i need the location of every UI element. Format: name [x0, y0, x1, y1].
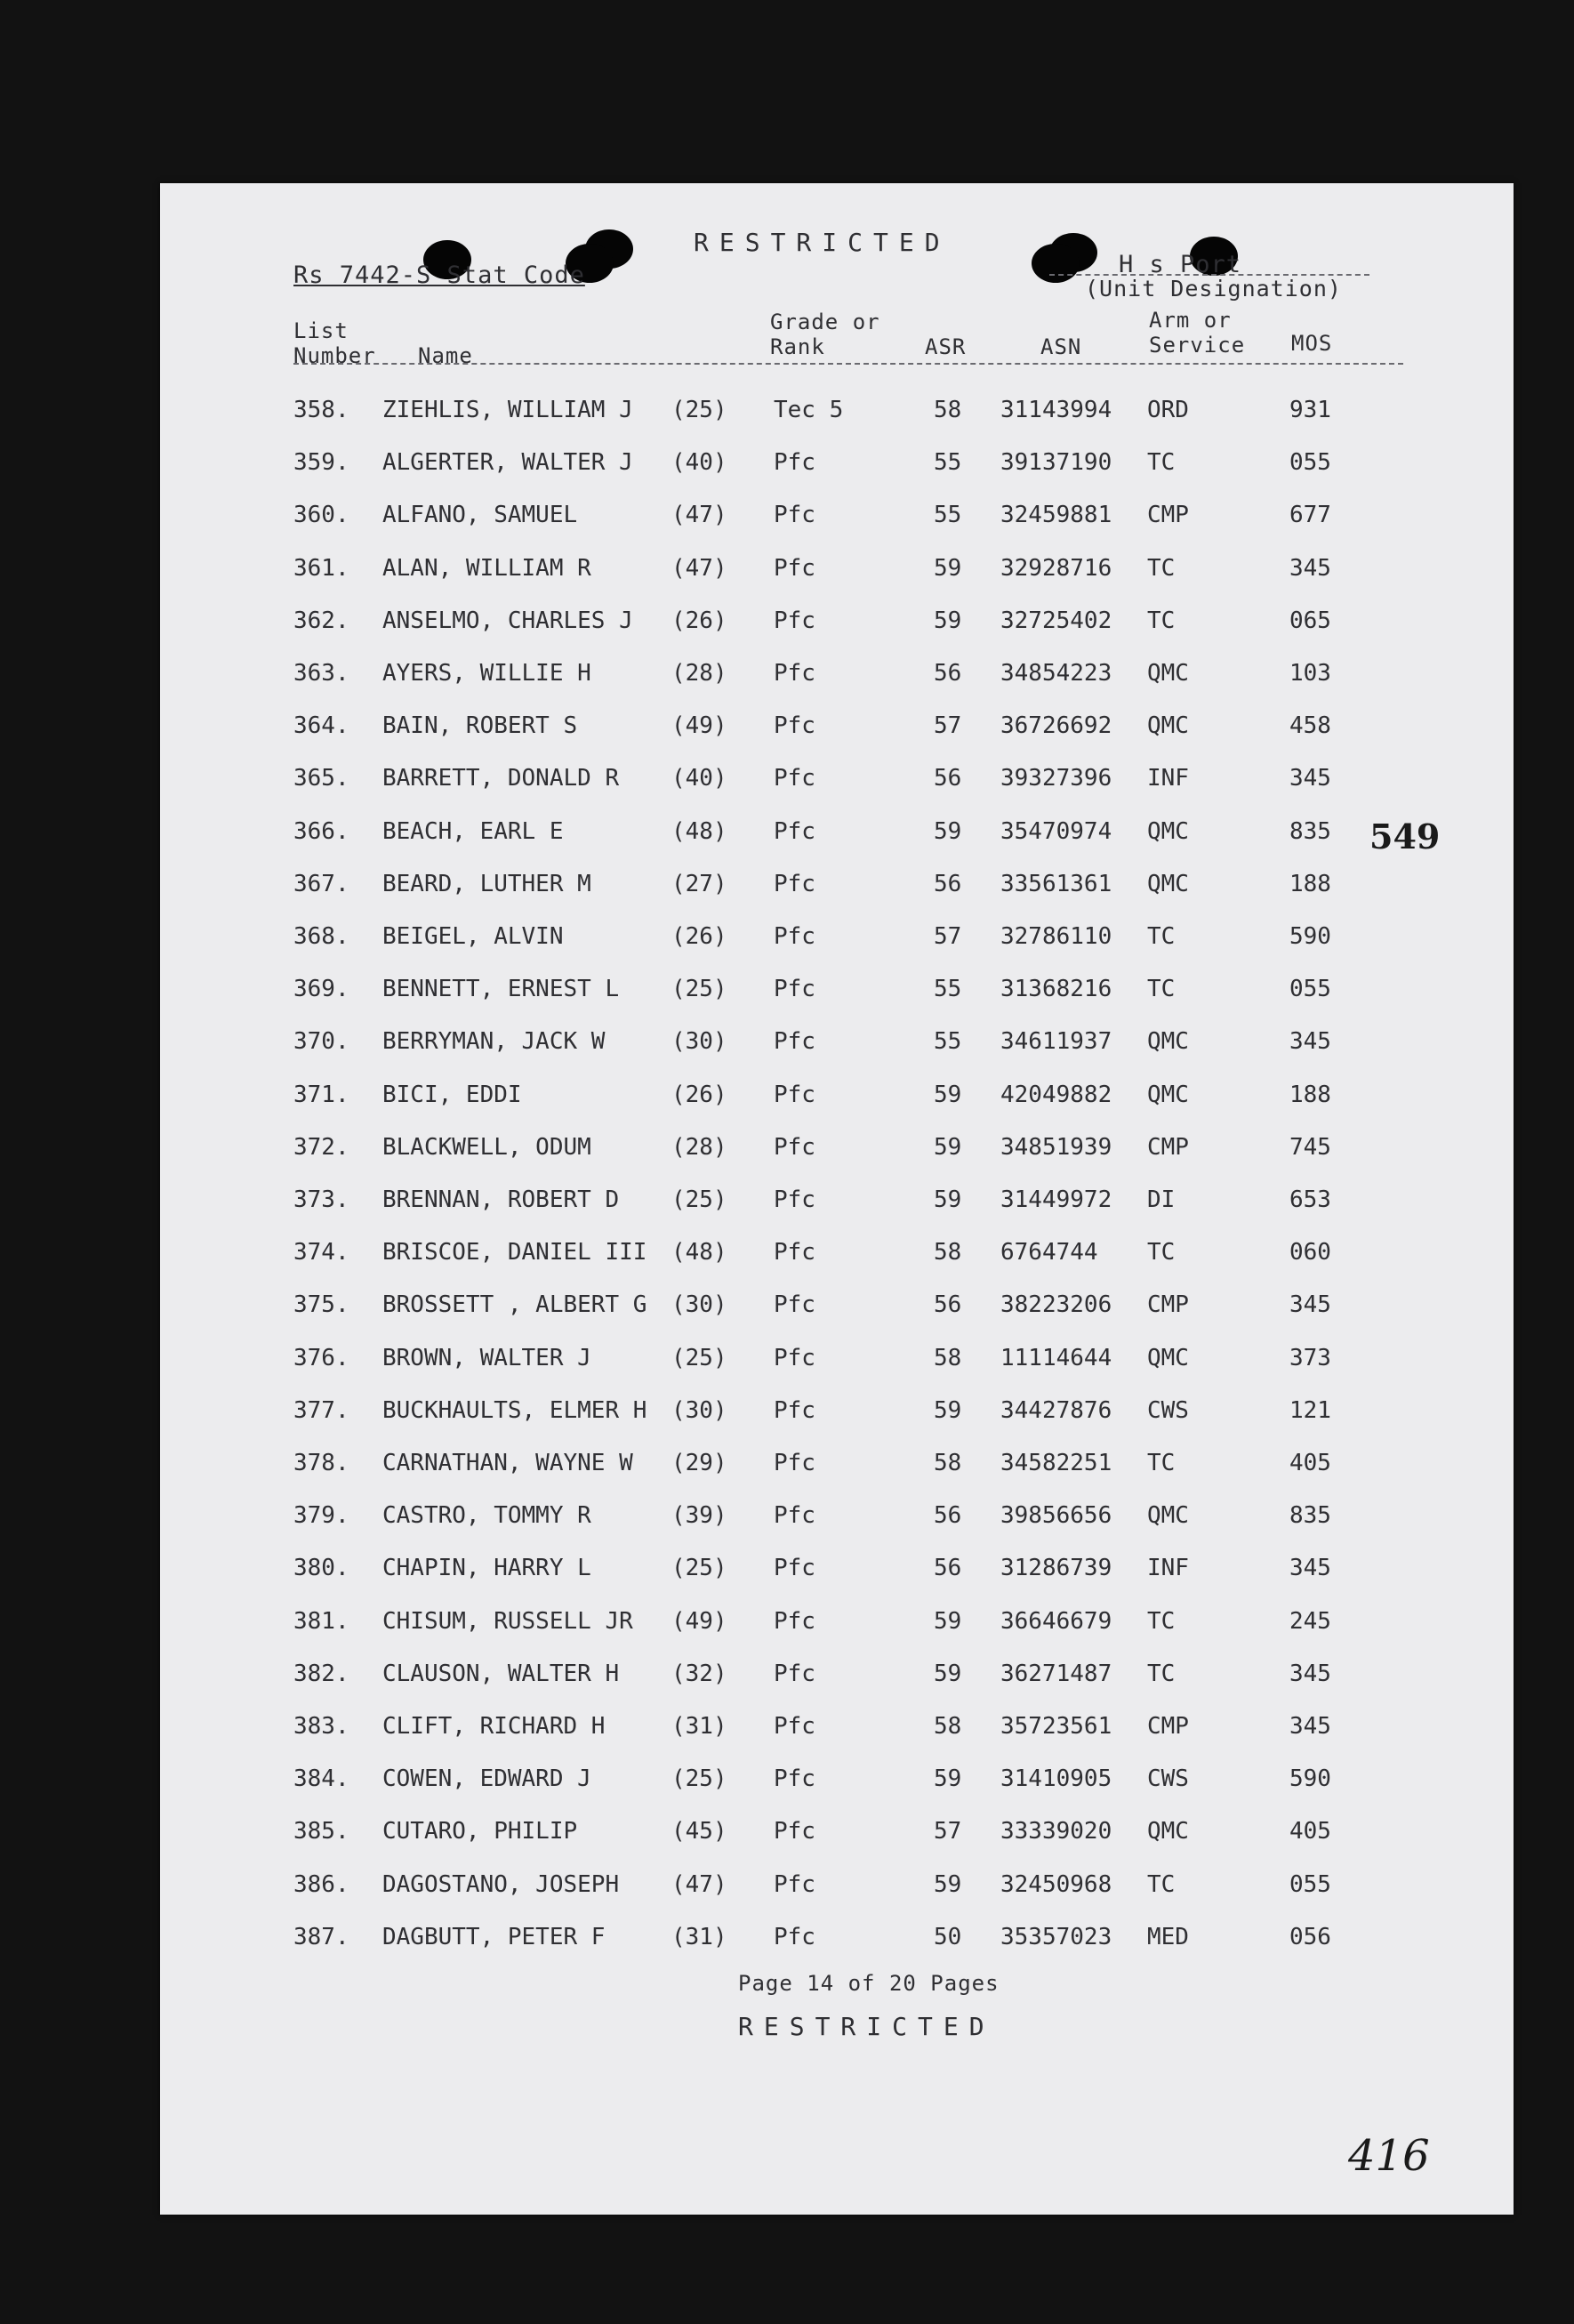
arm-service: QMC [1147, 712, 1189, 740]
service-number: 34582251 [1000, 1450, 1112, 1476]
table-row [160, 1924, 1514, 1959]
service-number: 34427876 [1000, 1396, 1112, 1424]
soldier-name: CUTARO, PHILIP [382, 1818, 578, 1846]
grade: Pfc [774, 1396, 815, 1424]
asr-score: 55 [934, 502, 962, 529]
table-row [160, 1713, 1514, 1749]
soldier-name: AYERS, WILLIE H [382, 660, 591, 687]
service-number: 11114644 [1000, 1344, 1112, 1371]
asr-score: 59 [934, 817, 962, 845]
mos-code: 590 [1289, 1765, 1331, 1793]
age-code: (30) [671, 1291, 727, 1319]
table-row [160, 555, 1514, 591]
arm-service: QMC [1147, 660, 1189, 687]
col-list-number-2: Number [293, 343, 376, 368]
arm-service: CWS [1147, 1396, 1189, 1424]
col-asr: ASR [925, 334, 967, 359]
soldier-name: BEIGEL, ALVIN [382, 923, 564, 950]
col-list-number-1: List [293, 318, 349, 343]
mos-code: 835 [1289, 1502, 1331, 1530]
grade: Pfc [774, 1502, 815, 1530]
age-code: (47) [671, 554, 727, 582]
mos-code: 103 [1289, 660, 1331, 687]
service-number: 35470974 [1000, 817, 1112, 845]
table-row [160, 1239, 1514, 1275]
service-number: 31410905 [1000, 1765, 1112, 1793]
age-code: (27) [671, 870, 727, 897]
col-name: Name [418, 343, 473, 368]
arm-service: QMC [1147, 1081, 1189, 1108]
age-code: (25) [671, 1765, 727, 1793]
table-row [160, 1818, 1514, 1854]
age-code: (31) [671, 1923, 727, 1950]
grade: Pfc [774, 502, 815, 529]
soldier-name: ANSELMO, CHARLES J [382, 607, 633, 634]
list-number: 377. [293, 1396, 349, 1424]
age-code: (29) [671, 1450, 727, 1476]
service-number: 32725402 [1000, 607, 1112, 634]
list-number: 368. [293, 923, 349, 950]
asr-score: 59 [934, 1607, 962, 1635]
asr-score: 59 [934, 554, 962, 582]
list-number: 384. [293, 1765, 349, 1793]
grade: Pfc [774, 765, 815, 792]
arm-service: TC [1147, 1239, 1176, 1267]
mos-code: 458 [1289, 712, 1331, 740]
list-number: 379. [293, 1502, 349, 1530]
table-row [160, 818, 1514, 854]
arm-service: QMC [1147, 817, 1189, 845]
age-code: (40) [671, 449, 727, 477]
table-row [160, 976, 1514, 1011]
list-number: 383. [293, 1713, 349, 1740]
service-number: 32786110 [1000, 923, 1112, 950]
arm-service: CMP [1147, 502, 1189, 529]
grade: Tec 5 [774, 397, 844, 423]
arm-service: CMP [1147, 1133, 1189, 1161]
list-number: 376. [293, 1344, 349, 1371]
service-number: 31449972 [1000, 1186, 1112, 1213]
service-number: 32928716 [1000, 554, 1112, 582]
asr-score: 59 [934, 1133, 962, 1161]
mos-code: 056 [1289, 1923, 1331, 1950]
age-code: (25) [671, 1555, 727, 1582]
age-code: (26) [671, 607, 727, 634]
table-row [160, 502, 1514, 537]
mos-code: 677 [1289, 502, 1331, 529]
age-code: (25) [671, 397, 727, 423]
asr-score: 50 [934, 1923, 962, 1950]
asr-score: 59 [934, 1081, 962, 1108]
col-asn: ASN [1040, 334, 1082, 359]
age-code: (25) [671, 976, 727, 1003]
list-number: 385. [293, 1818, 349, 1846]
list-number: 387. [293, 1923, 349, 1950]
col-grade-1: Grade or [770, 310, 880, 334]
mos-code: 065 [1289, 607, 1331, 634]
list-number: 378. [293, 1450, 349, 1476]
age-code: (40) [671, 765, 727, 792]
service-number: 33339020 [1000, 1818, 1112, 1846]
arm-service: QMC [1147, 1028, 1189, 1056]
soldier-name: BRENNAN, ROBERT D [382, 1186, 620, 1213]
service-number: 6764744 [1000, 1239, 1098, 1267]
asr-score: 58 [934, 1713, 962, 1740]
asr-score: 59 [934, 1660, 962, 1687]
service-number: 34854223 [1000, 660, 1112, 687]
table-row [160, 397, 1514, 432]
table-row [160, 765, 1514, 800]
age-code: (49) [671, 1607, 727, 1635]
grade: Pfc [774, 554, 815, 582]
col-mos: MOS [1291, 331, 1333, 356]
table-row [160, 1450, 1514, 1485]
asr-score: 58 [934, 397, 962, 423]
grade: Pfc [774, 1923, 815, 1950]
soldier-name: DAGOSTANO, JOSEPH [382, 1870, 620, 1898]
age-code: (48) [671, 1239, 727, 1267]
table-row [160, 1555, 1514, 1590]
list-number: 362. [293, 607, 349, 634]
list-number: 386. [293, 1870, 349, 1898]
page-indicator: Page 14 of 20 Pages [738, 1971, 1000, 1996]
service-number: 39856656 [1000, 1502, 1112, 1530]
grade: Pfc [774, 817, 815, 845]
grade: Pfc [774, 607, 815, 634]
asr-score: 59 [934, 1870, 962, 1898]
mos-code: 745 [1289, 1133, 1331, 1161]
table-row [160, 1661, 1514, 1696]
list-number: 367. [293, 870, 349, 897]
soldier-name: BICI, EDDI [382, 1081, 522, 1108]
grade: Pfc [774, 1450, 815, 1476]
mos-code: 345 [1289, 1555, 1331, 1582]
classification-bottom: RESTRICTED [738, 2012, 995, 2041]
table-row [160, 1186, 1514, 1222]
soldier-name: CASTRO, TOMMY R [382, 1502, 591, 1530]
age-code: (31) [671, 1713, 727, 1740]
grade: Pfc [774, 1870, 815, 1898]
asr-score: 56 [934, 660, 962, 687]
arm-service: ORD [1147, 397, 1189, 423]
list-number: 360. [293, 502, 349, 529]
service-number: 36646679 [1000, 1607, 1112, 1635]
unit-designation: (Unit Designation) [1085, 276, 1342, 302]
soldier-name: BRISCOE, DANIEL III [382, 1239, 647, 1267]
table-row [160, 1028, 1514, 1064]
unit-name: H s Port [1119, 251, 1242, 278]
arm-service: CMP [1147, 1713, 1189, 1740]
table-row [160, 1082, 1514, 1117]
list-number: 382. [293, 1660, 349, 1687]
asr-score: 55 [934, 976, 962, 1003]
mos-code: 405 [1289, 1450, 1331, 1476]
soldier-name: CHISUM, RUSSELL JR [382, 1607, 633, 1635]
soldier-name: CARNATHAN, WAYNE W [382, 1450, 633, 1476]
grade: Pfc [774, 1133, 815, 1161]
table-row [160, 923, 1514, 959]
asr-score: 59 [934, 1186, 962, 1213]
arm-service: QMC [1147, 1344, 1189, 1371]
arm-service: QMC [1147, 870, 1189, 897]
age-code: (30) [671, 1028, 727, 1056]
mos-code: 345 [1289, 1028, 1331, 1056]
age-code: (47) [671, 502, 727, 529]
list-number: 364. [293, 712, 349, 740]
grade: Pfc [774, 449, 815, 477]
arm-service: DI [1147, 1186, 1176, 1213]
asr-score: 55 [934, 1028, 962, 1056]
table-row [160, 712, 1514, 748]
table-row [160, 1345, 1514, 1380]
age-code: (28) [671, 1133, 727, 1161]
asr-score: 55 [934, 449, 962, 477]
grade: Pfc [774, 1555, 815, 1582]
table-row [160, 1502, 1514, 1538]
service-number: 32459881 [1000, 502, 1112, 529]
asr-score: 58 [934, 1344, 962, 1371]
document-page [160, 183, 1514, 2215]
table-row [160, 660, 1514, 696]
grade: Pfc [774, 1344, 815, 1371]
list-number: 363. [293, 660, 349, 687]
arm-service: CMP [1147, 1291, 1189, 1319]
service-number: 34851939 [1000, 1133, 1112, 1161]
asr-score: 59 [934, 607, 962, 634]
service-number: 34611937 [1000, 1028, 1112, 1056]
arm-service: TC [1147, 1660, 1176, 1687]
table-row [160, 607, 1514, 643]
arm-service: CWS [1147, 1765, 1189, 1793]
arm-service: QMC [1147, 1502, 1189, 1530]
soldier-name: BEARD, LUTHER M [382, 870, 591, 897]
mos-code: 188 [1289, 1081, 1331, 1108]
grade: Pfc [774, 870, 815, 897]
grade: Pfc [774, 1081, 815, 1108]
list-number: 372. [293, 1133, 349, 1161]
soldier-name: BAIN, ROBERT S [382, 712, 578, 740]
form-reference: Rs 7442-S Stat Code [293, 261, 585, 289]
table-row [160, 1765, 1514, 1801]
soldier-name: BROWN, WALTER J [382, 1344, 591, 1371]
soldier-name: DAGBUTT, PETER F [382, 1923, 606, 1950]
list-number: 371. [293, 1081, 349, 1108]
grade: Pfc [774, 1713, 815, 1740]
age-code: (49) [671, 712, 727, 740]
grade: Pfc [774, 660, 815, 687]
list-number: 370. [293, 1028, 349, 1056]
arm-service: TC [1147, 1607, 1176, 1635]
arm-service: TC [1147, 976, 1176, 1003]
col-arm-1: Arm or [1149, 308, 1232, 333]
age-code: (30) [671, 1396, 727, 1424]
asr-score: 57 [934, 1818, 962, 1846]
soldier-name: ALAN, WILLIAM R [382, 554, 591, 582]
age-code: (48) [671, 817, 727, 845]
list-number: 375. [293, 1291, 349, 1319]
mos-code: 373 [1289, 1344, 1331, 1371]
list-number: 361. [293, 554, 349, 582]
mos-code: 121 [1289, 1396, 1331, 1424]
arm-service: TC [1147, 1450, 1176, 1476]
mos-code: 653 [1289, 1186, 1331, 1213]
service-number: 31286739 [1000, 1555, 1112, 1582]
service-number: 38223206 [1000, 1291, 1112, 1319]
asr-score: 57 [934, 923, 962, 950]
mos-code: 590 [1289, 923, 1331, 950]
grade: Pfc [774, 1291, 815, 1319]
soldier-name: BARRETT, DONALD R [382, 765, 620, 792]
arm-service: INF [1147, 1555, 1189, 1582]
col-grade-2: Rank [770, 334, 825, 359]
grade: Pfc [774, 923, 815, 950]
soldier-name: CHAPIN, HARRY L [382, 1555, 591, 1582]
mos-code: 055 [1289, 976, 1331, 1003]
mos-code: 345 [1289, 1660, 1331, 1687]
soldier-name: ZIEHLIS, WILLIAM J [382, 397, 633, 423]
arm-service: TC [1147, 449, 1176, 477]
mos-code: 060 [1289, 1239, 1331, 1267]
age-code: (26) [671, 1081, 727, 1108]
age-code: (25) [671, 1344, 727, 1371]
age-code: (47) [671, 1870, 727, 1898]
service-number: 31143994 [1000, 397, 1112, 423]
list-number: 373. [293, 1186, 349, 1213]
age-code: (26) [671, 923, 727, 950]
asr-score: 56 [934, 1291, 962, 1319]
service-number: 31368216 [1000, 976, 1112, 1003]
mos-code: 055 [1289, 1870, 1331, 1898]
soldier-name: BUCKHAULTS, ELMER H [382, 1396, 647, 1424]
classification-top: RESTRICTED [694, 228, 951, 257]
arm-service: MED [1147, 1923, 1189, 1950]
table-row [160, 1291, 1514, 1327]
col-arm-2: Service [1149, 333, 1246, 358]
arm-service: TC [1147, 923, 1176, 950]
soldier-name: BROSSETT , ALBERT G [382, 1291, 647, 1319]
service-number: 36726692 [1000, 712, 1112, 740]
grade: Pfc [774, 712, 815, 740]
mos-code: 345 [1289, 1713, 1331, 1740]
asr-score: 59 [934, 1765, 962, 1793]
asr-score: 56 [934, 765, 962, 792]
arm-service: TC [1147, 554, 1176, 582]
soldier-name: CLAUSON, WALTER H [382, 1660, 620, 1687]
grade: Pfc [774, 1239, 815, 1267]
arm-service: QMC [1147, 1818, 1189, 1846]
grade: Pfc [774, 1028, 815, 1056]
punch-hole [1032, 244, 1080, 283]
grade: Pfc [774, 1607, 815, 1635]
age-code: (32) [671, 1660, 727, 1687]
age-code: (39) [671, 1502, 727, 1530]
list-number: 369. [293, 976, 349, 1003]
service-number: 42049882 [1000, 1081, 1112, 1108]
asr-score: 59 [934, 1396, 962, 1424]
mos-code: 188 [1289, 870, 1331, 897]
table-row [160, 1397, 1514, 1433]
mos-code: 405 [1289, 1818, 1331, 1846]
grade: Pfc [774, 1818, 815, 1846]
asr-score: 56 [934, 1555, 962, 1582]
handwritten-page-number: 416 [1348, 2131, 1430, 2181]
arm-service: INF [1147, 765, 1189, 792]
age-code: (45) [671, 1818, 727, 1846]
asr-score: 56 [934, 870, 962, 897]
soldier-name: CLIFT, RICHARD H [382, 1713, 606, 1740]
list-number: 374. [293, 1239, 349, 1267]
list-number: 359. [293, 449, 349, 477]
soldier-name: BERRYMAN, JACK W [382, 1028, 606, 1056]
arm-service: TC [1147, 607, 1176, 634]
asr-score: 57 [934, 712, 962, 740]
mos-code: 931 [1289, 397, 1331, 423]
table-row [160, 449, 1514, 485]
soldier-name: ALGERTER, WALTER J [382, 449, 633, 477]
mos-code: 345 [1289, 765, 1331, 792]
service-number: 35357023 [1000, 1923, 1112, 1950]
table-row [160, 1608, 1514, 1644]
age-code: (25) [671, 1186, 727, 1213]
grade: Pfc [774, 1765, 815, 1793]
age-code: (28) [671, 660, 727, 687]
grade: Pfc [774, 1660, 815, 1687]
list-number: 365. [293, 765, 349, 792]
soldier-name: BEACH, EARL E [382, 817, 564, 845]
soldier-name: BENNETT, ERNEST L [382, 976, 620, 1003]
grade: Pfc [774, 976, 815, 1003]
table-row [160, 1134, 1514, 1170]
asr-score: 58 [934, 1450, 962, 1476]
service-number: 39327396 [1000, 765, 1112, 792]
stamped-number: 549 [1369, 816, 1441, 856]
grade: Pfc [774, 1186, 815, 1213]
mos-code: 835 [1289, 817, 1331, 845]
mos-code: 055 [1289, 449, 1331, 477]
header-rule [293, 363, 1403, 365]
table-row [160, 871, 1514, 906]
mos-code: 345 [1289, 1291, 1331, 1319]
asr-score: 56 [934, 1502, 962, 1530]
service-number: 36271487 [1000, 1660, 1112, 1687]
list-number: 381. [293, 1607, 349, 1635]
mos-code: 245 [1289, 1607, 1331, 1635]
arm-service: TC [1147, 1870, 1176, 1898]
service-number: 33561361 [1000, 870, 1112, 897]
asr-score: 58 [934, 1239, 962, 1267]
soldier-name: COWEN, EDWARD J [382, 1765, 591, 1793]
service-number: 39137190 [1000, 449, 1112, 477]
table-row [160, 1871, 1514, 1907]
service-number: 35723561 [1000, 1713, 1112, 1740]
soldier-name: ALFANO, SAMUEL [382, 502, 578, 529]
list-number: 366. [293, 817, 349, 845]
service-number: 32450968 [1000, 1870, 1112, 1898]
soldier-name: BLACKWELL, ODUM [382, 1133, 591, 1161]
list-number: 380. [293, 1555, 349, 1582]
list-number: 358. [293, 397, 349, 423]
mos-code: 345 [1289, 554, 1331, 582]
